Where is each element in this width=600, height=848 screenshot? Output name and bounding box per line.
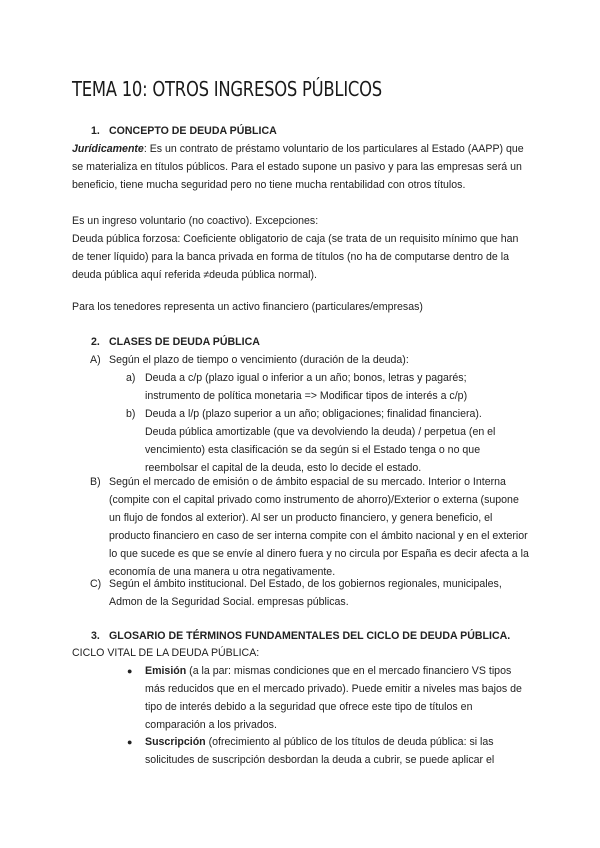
list-marker: A): [90, 354, 101, 366]
section-1-exceptions: [72, 212, 532, 284]
list-text: Según el ámbito institucional. Del Estado, de los gobiernos regionales, municipales, Admon de la Seguridad Social. empresas públicas.: [109, 578, 502, 608]
list-text: Deuda a l/p (plazo superior a un año; obligaciones; finalidad financiera). Deuda pública amortizable (que va devolviendo la deuda) / perpetua (en el vencimiento) esta clasificación se da según si el Estado tenga o no que reembolsar el capital de la deuda, esto lo decide el estado.: [145, 408, 496, 474]
list-marker: B): [90, 476, 101, 488]
life-cycle-heading: CICLO VITAL DE LA DEUDA PÚBLICA:: [72, 647, 260, 659]
holders-text: Para los tenedores representa un activo financiero (particulares/empresas): [72, 301, 423, 313]
list-text: Según el mercado de emisión o de ámbito espacial de su mercado. Interior o Interna (compite con el capital privado como instrumento de ahorro)/Exterior o externa (supone un flujo de fondos al exterior). Al ser un producto financiero, y genera beneficio, el producto financiero en caso de ser interna compite con el ámbito nacional y en el exterior lo que sucede es que se envíe al dinero fuera y no circula por España es decir afecta a la economía de una manera u otra negativamente.: [109, 476, 529, 578]
bullet-icon: ●: [127, 666, 133, 676]
definition-label: Jurídicamente: [72, 143, 144, 155]
section-2-title: CLASES DE DEUDA PÚBLICA: [109, 336, 260, 348]
section-1-definition: [72, 140, 532, 194]
list-text: Según el plazo de tiempo o vencimiento (duración de la deuda):: [109, 354, 409, 366]
section-3-subheading: [72, 644, 532, 662]
bullet-icon: ●: [127, 737, 133, 747]
list-marker: a): [126, 372, 136, 384]
emision-text: (a la par: mismas condiciones que en el mercado financiero VS tipos más reducidos que en el mercado privado). Puede emitir a niveles mas bajos de tipo de interés debido a la seguridad que ofrece este tipo de títulos en comparación a los privados.: [145, 665, 522, 731]
section-1-heading: [91, 122, 277, 140]
section-2-heading: [91, 333, 260, 351]
list-marker: C): [90, 578, 102, 590]
exceptions-intro: Es un ingreso voluntario (no coactivo). Excepciones:: [72, 215, 319, 227]
document-title: TEMA 10: OTROS INGRESOS PÚBLICOS: [72, 77, 382, 101]
list-text: Deuda a c/p (plazo igual o inferior a un año; bonos, letras y pagarés; instrumento de política monetaria => Modificar tipos de interés a c/p): [145, 372, 468, 402]
emision-label: Emisión: [145, 665, 187, 677]
section-3-title: GLOSARIO DE TÉRMINOS FUNDAMENTALES DEL CICLO DE DEUDA PÚBLICA.: [109, 630, 511, 642]
list-marker: b): [126, 408, 136, 420]
section-3-heading: [91, 627, 510, 645]
definition-text: : Es un contrato de préstamo voluntario de los particulares al Estado (AAPP) que se materializa en títulos públicos. Para el estado supone un pasivo y para las empresas será un beneficio, tiene mucha seguridad pero no tiene mucha rentabilidad con otros títulos.: [72, 143, 524, 191]
section-2-number: 2.: [91, 336, 100, 348]
suscripcion-label: Suscripción: [145, 736, 206, 748]
section-1-number: 1.: [91, 125, 100, 137]
section-1-title: CONCEPTO DE DEUDA PÚBLICA: [109, 125, 277, 137]
section-1-holders: [72, 298, 532, 316]
section-3-number: 3.: [91, 630, 100, 642]
suscripcion-text: (ofrecimiento al público de los títulos de deuda pública: si las solicitudes de suscripción desbordan la deuda a cubrir, se puede aplicar el: [145, 736, 495, 766]
forced-debt-text: Deuda pública forzosa: Coeficiente obligatorio de caja (se trata de un requisito mínimo que han de tener líquido) para la banca privada en forma de títulos (no ha de computarse dentro de la deuda pública aquí referida ≠deuda pública normal).: [72, 233, 519, 281]
